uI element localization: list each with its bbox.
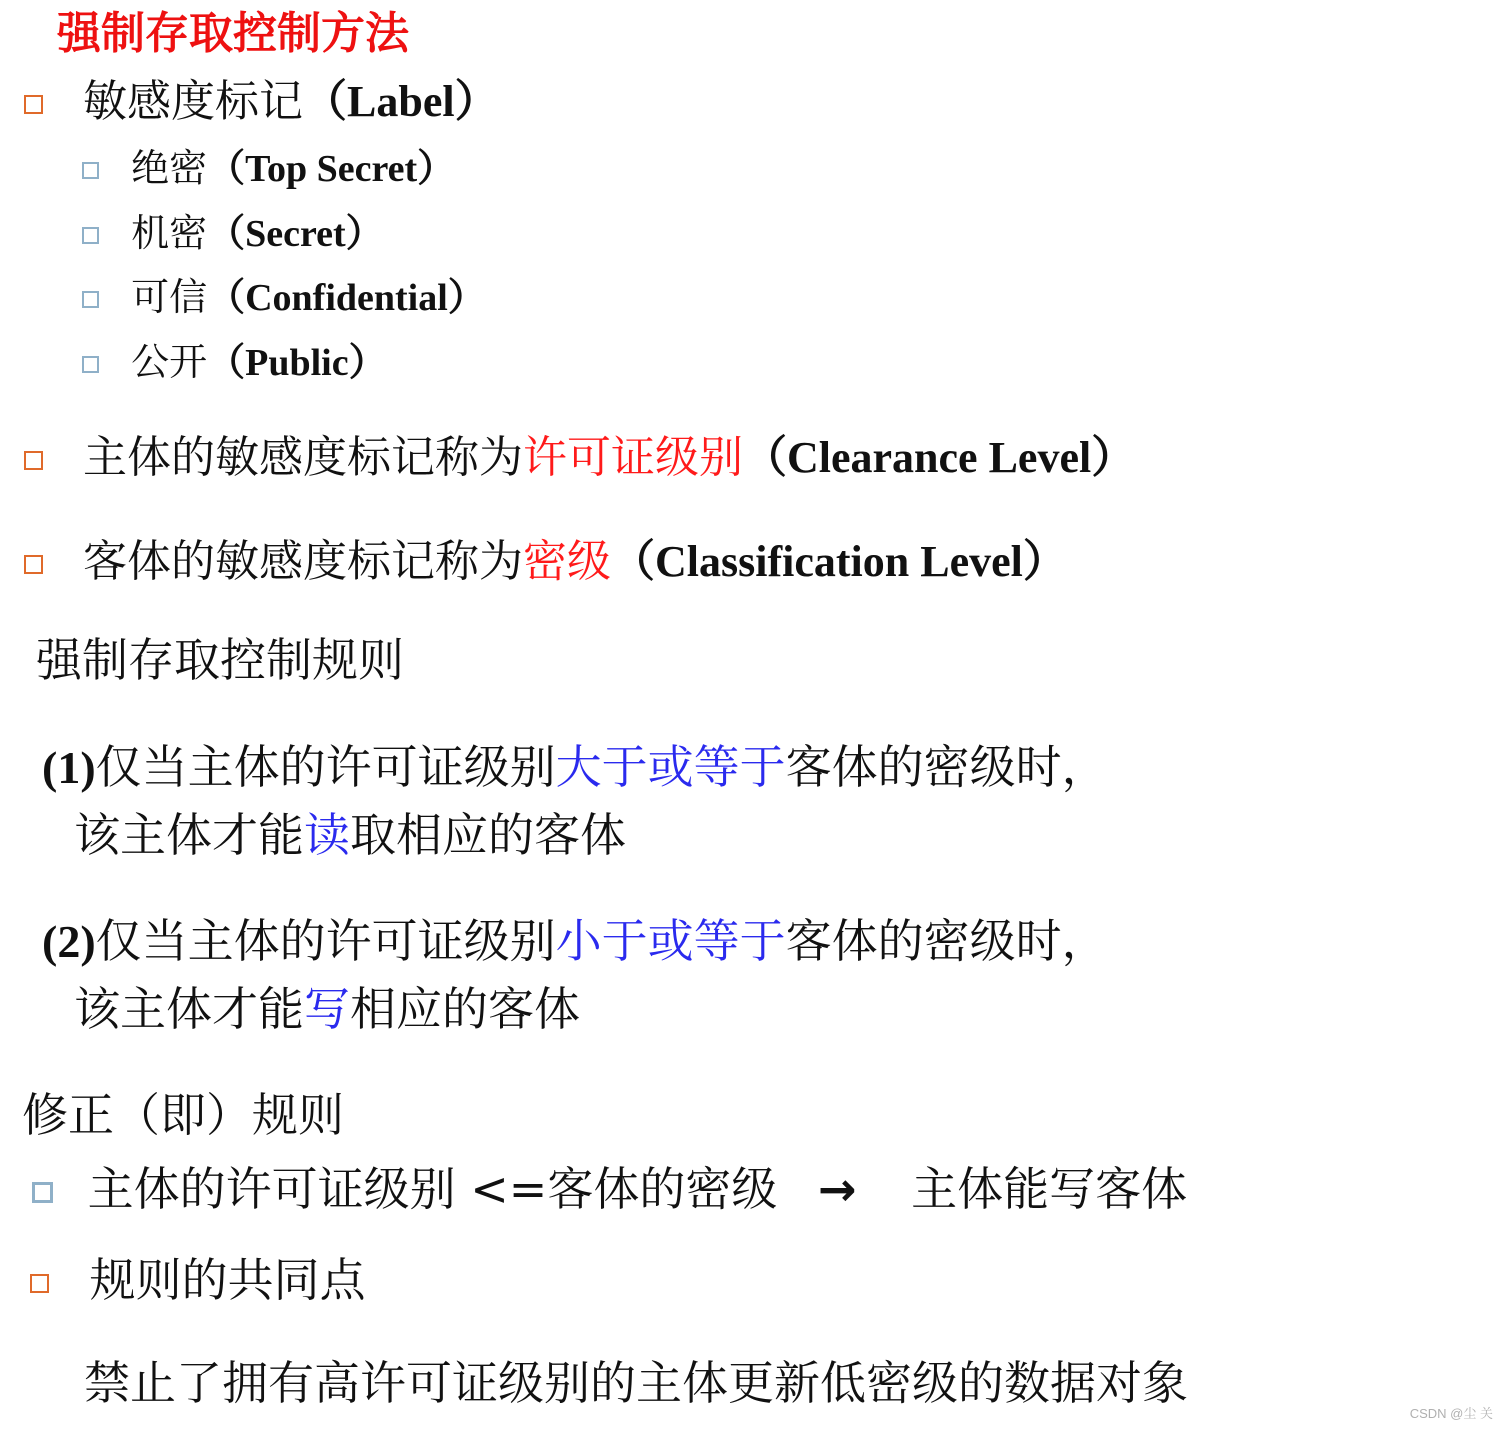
rule2-highlight: 小于或等于 (555, 914, 786, 968)
revised-rule-heading: 修正（即）规则 (22, 1088, 344, 1142)
label-item-cn: 可信 (131, 275, 208, 319)
rule1-text-c: 该主体才能 (74, 808, 304, 862)
rule2-action: 写 (304, 982, 350, 1036)
revised-rule-row (32, 1158, 1187, 1220)
rule1-text-b: 客体的密级时， (785, 740, 1108, 794)
common-points-heading: 规则的共同点 (89, 1253, 366, 1307)
square-bullet-icon (32, 1182, 53, 1203)
square-bullet-icon (24, 95, 43, 114)
label-bullet-row (24, 72, 499, 132)
rule1-number: (1) (42, 742, 96, 793)
classification-level-term: （Classification Level） (611, 537, 1067, 586)
square-bullet-icon (82, 227, 99, 244)
label-text: 敏感度标记 (83, 76, 303, 127)
clearance-level-highlight: 许可证级别 (523, 432, 743, 483)
rule1-line2 (74, 804, 626, 866)
square-bullet-icon (82, 356, 99, 373)
revised-rule-right: 主体能写客体 (911, 1162, 1188, 1216)
watermark: CSDN @尘 关 (1409, 1406, 1493, 1421)
label-item-cn: 绝密 (131, 146, 208, 190)
rule1-text-a: 仅当主体的许可证级别 (95, 740, 556, 794)
label-item-top-secret (82, 143, 455, 194)
rule2-text-b: 客体的密级时， (785, 914, 1108, 968)
object-label-row (24, 532, 1067, 592)
rule2-text-c: 该主体才能 (74, 982, 304, 1036)
rule1-line1 (42, 736, 1108, 799)
classification-level-highlight: 密级 (523, 536, 611, 587)
revised-rule-left: 主体的许可证级别 <=客体的密级 (87, 1162, 778, 1216)
label-item-cn: 公开 (131, 340, 208, 384)
label-item-en: （Confidential） (207, 277, 486, 319)
rule2-text-d: 相应的客体 (350, 982, 580, 1036)
label-item-confidential (82, 272, 486, 323)
rules-heading: 强制存取控制规则 (36, 633, 404, 687)
rule1-action: 读 (304, 808, 350, 862)
label-item-en: （Secret） (207, 213, 384, 255)
subject-label-prefix: 主体的敏感度标记称为 (83, 432, 523, 483)
rule1-text-d: 取相应的客体 (350, 808, 626, 862)
label-item-en: （Public） (207, 342, 387, 384)
rule1-highlight: 大于或等于 (555, 740, 786, 794)
square-bullet-icon (30, 1274, 49, 1293)
right-arrow-icon: → (817, 1162, 857, 1216)
rule2-text-a: 仅当主体的许可证级别 (95, 914, 556, 968)
square-bullet-icon (24, 555, 43, 574)
square-bullet-icon (82, 162, 99, 179)
square-bullet-icon (24, 451, 43, 470)
label-item-en: （Top Secret） (207, 148, 456, 190)
label-item-public (82, 337, 387, 388)
page-title: 强制存取控制方法 (57, 8, 409, 59)
rule2-line1 (42, 910, 1108, 973)
label-item-cn: 机密 (131, 211, 208, 255)
common-points-row (30, 1249, 366, 1311)
common-points-text: 禁止了拥有高许可证级别的主体更新低密级的数据对象 (84, 1356, 1188, 1410)
square-bullet-icon (82, 291, 99, 308)
rule2-line2 (74, 978, 580, 1040)
label-term: （Label） (303, 77, 499, 126)
subject-label-row (24, 428, 1135, 488)
object-label-prefix: 客体的敏感度标记称为 (83, 536, 523, 587)
label-item-secret (82, 208, 384, 259)
rule2-number: (2) (42, 916, 96, 967)
clearance-level-term: （Clearance Level） (743, 433, 1136, 482)
